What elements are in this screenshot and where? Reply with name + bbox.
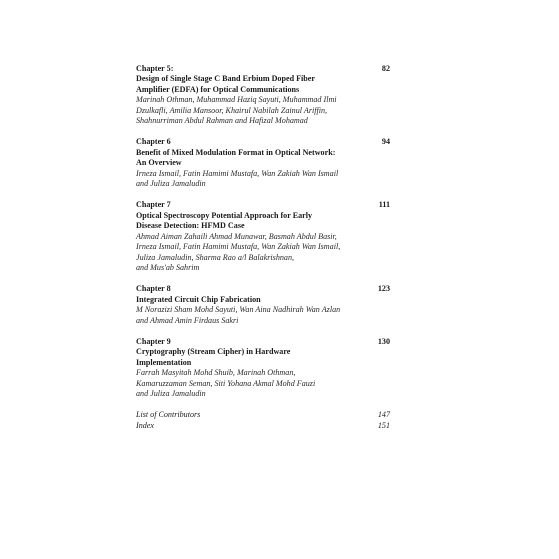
- chapter-authors-line: Dzulkafli, Amilia Mansoor, Khairul Nabilah Zainul Ariffin,: [136, 105, 328, 115]
- chapter-authors-line: Marinah Othman, Muhammad Haziq Sayuti, Muhammad Ilmi: [136, 95, 337, 105]
- chapter-authors-line: and Juliza Jamaludin: [136, 388, 206, 398]
- chapter-title-line: Design of Single Stage C Band Erbium Doped Fiber: [136, 74, 315, 84]
- table-of-contents: [136, 64, 390, 431]
- chapter-heading: Chapter 6: [136, 137, 171, 147]
- page-number: 130: [377, 336, 390, 346]
- toc-entry-index[interactable]: [136, 421, 390, 431]
- back-matter-label: Index: [136, 420, 154, 430]
- chapter-authors-line: M Norazizi Sham Mohd Sayuti, Wan Aina Nadhirah Wan Azlan: [136, 305, 341, 315]
- toc-entry-chapter-9[interactable]: [136, 337, 390, 399]
- page-number: 147: [377, 410, 390, 420]
- chapter-title-line: Amplifier (EDFA) for Optical Communications: [136, 84, 300, 94]
- page-number: 82: [381, 64, 390, 73]
- chapter-authors-line: and Ahmad Amin Firdaus Sakri: [136, 315, 239, 325]
- chapter-heading: Chapter 9: [136, 336, 171, 346]
- chapter-title-line: Disease Detection: HFMD Case: [136, 221, 245, 231]
- chapter-authors-line: Irneza Ismail, Fatin Hamimi Mustafa, Wan Zakiah Wan Ismail,: [136, 242, 341, 252]
- chapter-title-line: Benefit of Mixed Modulation Format in Optical Network:: [136, 147, 336, 157]
- toc-entry-chapter-8[interactable]: [136, 284, 390, 326]
- chapter-authors-line: Juliza Jamaludin, Sharma Rao a/l Balakrishnan,: [136, 252, 295, 262]
- toc-entry-chapter-7[interactable]: [136, 200, 390, 273]
- page-number: 151: [377, 420, 390, 430]
- chapter-heading: Chapter 8: [136, 284, 171, 294]
- chapter-authors-line: Shahnurriman Abdul Rahman and Hafizal Mohamad: [136, 116, 308, 126]
- chapter-heading: Chapter 7: [136, 200, 171, 210]
- chapter-authors-line: and Juliza Jamaludin: [136, 179, 206, 189]
- chapter-title-line: Optical Spectroscopy Potential Approach for Early: [136, 210, 313, 220]
- back-matter-list: [136, 410, 390, 431]
- chapter-title-line: Integrated Circuit Chip Fabrication: [136, 294, 261, 304]
- back-matter-label: List of Contributors: [136, 410, 201, 420]
- page-number: 94: [381, 137, 390, 147]
- chapter-authors-line: and Mus'ab Sahrim: [136, 262, 200, 272]
- chapter-heading: Chapter 5:: [136, 64, 174, 73]
- chapter-title-line: Implementation: [136, 357, 192, 367]
- chapter-authors-line: Kamaruzzaman Seman, Siti Yohana Akmal Mohd Fauzi: [136, 378, 316, 388]
- chapter-title-line: Cryptography (Stream Cipher) in Hardware: [136, 347, 291, 357]
- page-number: 123: [377, 284, 390, 294]
- toc-entry-list-of-contributors[interactable]: [136, 410, 390, 420]
- page-number: 111: [378, 200, 390, 210]
- toc-entry-chapter-6[interactable]: [136, 137, 390, 189]
- toc-entry-chapter-5[interactable]: [136, 64, 390, 126]
- chapter-authors-line: Ahmad Aiman Zahaili Ahmad Munawar, Basmah Abdul Basir,: [136, 231, 337, 241]
- chapter-title-line: An Overview: [136, 158, 182, 168]
- chapter-authors-line: Farrah Masyitah Mohd Shuib, Marinah Othman,: [136, 368, 296, 378]
- chapter-authors-line: Irneza Ismail, Fatin Hamimi Mustafa, Wan Zakiah Wan Ismail: [136, 168, 339, 178]
